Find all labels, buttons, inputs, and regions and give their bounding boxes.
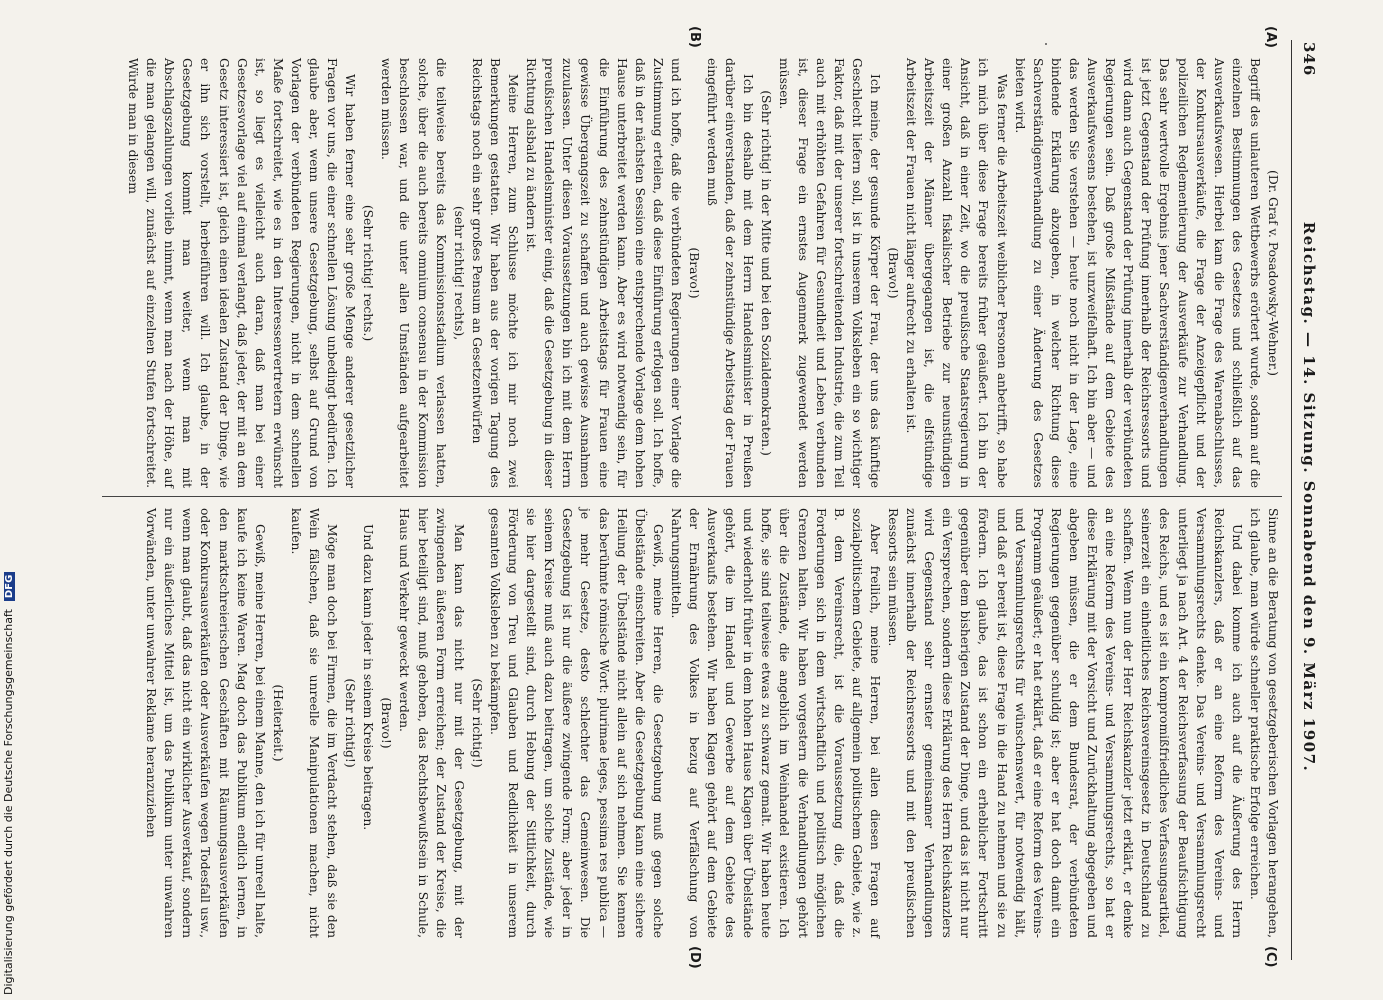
paragraph: Meine Herren, zum Schlusse möchte ich mir noch zwei Bemerkungen gestatten. Wir haben aus der vorigen Tagung des Reichstags noch ein sehr großes Pensum an Gesetzentwürfen [469,58,521,488]
interjection: (Sehr richtig!) [469,678,484,768]
paragraph: Was ferner die Arbeitszeit weiblicher Personen anbetrifft, so habe ich mich über diese Frage bereits früher geäußert. Ich bin der Ansicht, daß in einer Zeit, wo die preußische Staatsregierung in einer großen Anzahl fiskalischer Betriebe zur neunstündigen Arbeitszeit der Männer übergegangen ist, die elfstündige Arbeitszeit der Frauen nicht länger aufrecht zu erhalten ist. [904,58,1009,488]
page-running-title: Reichstag. — 14. Sitzung. Sonnabend den 9. März 1907. [1300,221,1318,773]
paragraph: Aber freilich, meine Herren, bei allen diesen Fragen auf sozialpolitischem Gebiete, auf allgemein politischem Gebiete, wie z. B. dem Vereinsrecht, ist die Voraussetzung die, daß die Forderungen sich in dem wirtschaftlich und politisch möglichen Grenzen halten. Wir haben vorgestern die Verhandlungen gehört über die Zustände, die angeblich im Weinhandel existieren. Ich hoffe, sie sind teilweise etwas zu schwarz gemalt. Wir haben heute und wiederholt früher in dem hohen Hause Klagen über Übelstände gehört, die im Handel und Gewerbe auf dem Gebiete des Ausverkaufs bestehen. Wir haben Klagen gehört auf dem Gebiete der Ernährung des Volkes in bezug auf Verfälschung von Nahrungsmitteln. [668,508,882,938]
margin-marker-b: (B) [687,26,702,48]
dfg-logo: DFG [4,572,15,601]
margin-marker-c: (C) [1263,946,1278,968]
page-header [1290,22,1322,972]
right-column [142,508,1282,938]
rotated-page-content [62,22,1322,972]
paragraph: und ich hoffe, daß die verbündeten Regierungen einer Vorlage die Zustimmung erteilen, daß diese Einführung erfolgen soll. Ich hoffe, daß in der nächsten Session eine entsprechende Vorlage dem hohen Hause unterbreitet werden kann. Aber es wird notwendig sein, für die Einführung des zehnstündigen Arbeitstags für Frauen eine gewisse Übergangszeit zu schaffen und auch gewisse Ausnahmen zuzulassen. Unter diesen Voraussetzungen bin ich mit dem Herrn preußischen Handelsminister einig, daß die Gesetzgebung in dieser Richtung alsbald zu ändern ist. [524,58,683,488]
paragraph: Gewiß, meine Herren, bei einem Manne, den ich für unreell halte, kaufe ich keine Waren. Mag doch das Publikum endlich lernen, in den marktschreierischen Geschäften mit Räumungsausverkäufen oder Konkursausverkäufen oder Ausverkäufen wegen Todesfall usw., wenn man glaubt, daß das nicht ein wirklicher Ausverkauf, sondern nur ein äußerliches Mittel ist, um das Publikum unter unwahren Vorwänden, unter unwahrer Reklame heranzuziehen [144,508,267,938]
interjection: (Bravo!) [687,247,701,299]
left-column [124,58,1282,488]
paragraph: Sinne an die Beratung von gesetzgeberischen Vorlagen herangehen, ich glaube, man würde schneller praktische Erfolge erreichen. [1247,508,1280,938]
interjection: (Sehr richtig! in der Mitte und bei den Sozialdemokraten.) [759,90,774,456]
paragraph: Gewiß, meine Herren, die Gesetzgebung muß gegen solche Übelstände einschreiten. Aber die Gesetzgebung kann eine sichere Heilung der Übelstände nicht allein auf sich nehmen. Sie kennen das berühmte römische Wort: plurimae leges, pessima res publica — je mehr Gesetze, desto schlechter das Gemeinwesen. Die Gesetzgebung ist nur die äußere zwingende Form; aber jeder in seinem Kreise muß auch dazu beitragen, um solche Zustände, wie sie hier dargestellt sind, durch Hebung der Sittlichkeit, durch Förderung von Treu und Glauben und Redlichkeit in unserem gesamten Volksleben zu bekämpfen. [487,508,665,938]
interjection: (Heiterkeit.) [270,684,285,762]
margin-marker-a: (A) [1263,26,1278,48]
page-number: 346 [1300,42,1318,77]
interjection: (Sehr richtig!) [343,678,358,768]
interjection: (Bravo!) [886,247,901,299]
footer-text: Digitalisierung gefördert durch die Deutsche Forschungsgemeinschaft [2,609,15,995]
paragraph: Man kann das nicht nur mit der Gesetzgebung, mit der zwingenden äußeren Form erreichen; der Zustand der Kreise, die hier beteiligt sind, muß gehoben, das Rechtsbewußtsein in Schule, Haus und Verkehr geweckt werden. [397,508,466,938]
margin-marker-d: (D) [687,946,702,969]
interjection: (Sehr richtig! rechts.) [361,204,376,342]
digitization-footer [2,0,22,995]
interjection: (Bravo!) [379,697,394,749]
speaker-name: (Dr. Graf v. Posadowsky-Wehner.) [1266,170,1280,376]
paragraph: Begriff des unlauteren Wettbewerbs erörtert wurde, sodann auf die einzelnen Bestimmungen des Gesetzes und schließlich auf das Ausverkaufswesen. Hierbei kam die Frage des Warenabschlusses, der Konkursausverkäufe, die Frage der Anzeigepflicht und der polizeilichen Reglementierung der Ausverkäufe zur Verhandlung. Das sehr wertvolle Ergebnis jener Sachverständigenverhandlungen ist jetzt Gegenstand der Prüfung innerhalb der Reichsressorts und wird dann auch Gegenstand der Prüfung innerhalb der verbündeten Regierungen sein. Daß große Mißstände auf dem Gebiete des Ausverkaufswesens bestehen, ist unzweifelhaft. Ich bin aber — und das werden Sie verstehen — heute noch nicht in der Lage, eine bindende Erklärung abzugeben, in welcher Richtung diese Sachverständigenverhandlung zu einer Änderung des Gesetzes bieten wird. [1012,58,1262,488]
paragraph: die teilweise bereits das Kommissionsstadium verlassen hatten, solche, über die auch bereits omnium consensu in der Kommission beschlossen war, und die unter allen Umständen aufgearbeitet werden müssen. [379,58,448,488]
scan-speck [1045,43,1047,45]
interjection: (sehr richtig! rechts), [451,205,466,341]
column-divider [102,496,1282,497]
paragraph: Möge man doch bei Firmen, die im Verdacht stehen, daß sie den Wein fälschen, daß sie unreelle Manipulationen machen, nicht kaufen. [288,508,340,938]
paragraph: Und dazu kann jeder in seinem Kreise beitragen. [361,524,376,831]
paragraph: Wir haben ferner eine sehr große Menge anderer gesetzlicher Fragen vor uns, die einer schnellen Lösung unbedingt bedürfen. Ich glaube aber, wenn unsere Gesetzgebung, selbst auf Grund von Vorlagen der verbündeten Regierungen, nicht in dem schnellen Maße fortschreitet, wie es in den Interessenvertretern erwünscht ist, so liegt es vielleicht auch daran, daß man bei einer Gesetzesvorlage viel auf einmal verlangt, daß jeder, der mit an dem Gesetz interessiert ist, gleich einen idealen Zustand der Dinge, wie er ihn sich vorstellt, herbeiführen will. Ich glaube, in der Gesetzgebung kommt man weiter, wenn man mit Abschlagszahlungen vorlieb nimmt, wenn man nach der Höhe, auf die man gelangen will, zunächst auf einzelnen Stufen fortschreitet. Würde man in diesem [126,58,358,488]
paragraph: Ich meine, der gesunde Körper der Frau, der uns das künftige Geschlecht liefern soll, ist in unserem Volksleben ein so wichtiger Faktor, daß mit der unserer fortschreitenden Industrie, die zum Teil auch mit erhöhten Gefahren für Gesundheit und Leben verbunden ist, dieser Frage ein ernstes Augenmerk zugewendet werden müssen. [777,58,882,488]
paragraph: Ich bin deshalb mit dem Herrn Handelsminister in Preußen darüber einverstanden, daß der zehnstündige Arbeitstag der Frauen eingeführt werden muß [705,58,756,488]
header-rule [1291,40,1292,960]
paragraph: Und dabei komme ich auch auf die Äußerung des Herrn Reichskanzlers, daß er an eine Reform des Vereins- und Versammlungsrechts denke. Das Vereins- und Versammlungsrecht unterliegt ja nach Art. 4 der Reichsverfassung der Beaufsichtigung des Reichs, und es ist ein kompromißfriedliches Verfassungsartikel, seinerzeit ein einheitliches Reichsvereinsgesetz in Deutschland zu schaffen. Wenn nun der Herr Reichskanzler jetzt erklärt, er denke an eine Reform des Vereins- und Versammlungsrechts, so hat er diese Erklärung mit der Vorsicht und Zurückhaltung abgegeben und abgeben müssen, die er dem Bundesrat, der verbündeten Regierungen gegenüber schuldig ist; aber er hat doch damit ein Programm geäußert; er hat erklärt, daß er eine Reform des Vereins- und Versammlungsrechts für wünschenswert, für notwendig hält, und daß er bereit ist, diese Frage in die Hand zu nehmen und sie zu fördern. Ich glaube, das ist schon ein erheblicher Fortschritt gegenüber dem bisherigen Zustand der Dinge, und das ist nicht nur ein Versprechen, sondern diese Erklärung des Herrn Reichskanzlers wird Gegenstand sehr ernster gemeinsamer Verhandlungen zunächst innerhalb der Reichsressorts und mit den preußischen Ressorts sein müssen. [886,508,1244,938]
